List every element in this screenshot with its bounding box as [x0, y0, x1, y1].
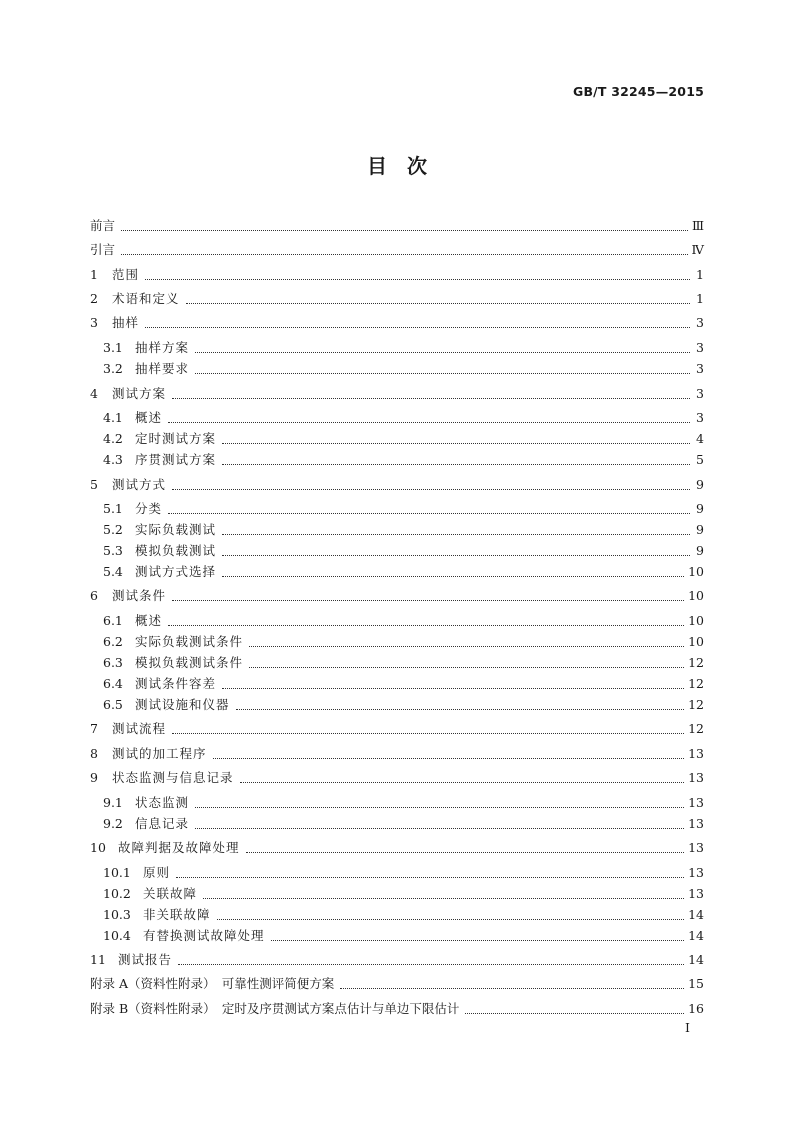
- toc-entry-label: 附录 A（资料性附录） 可靠性测评简便方案: [90, 976, 335, 991]
- dot-leader: [249, 642, 684, 647]
- dot-leader: [340, 984, 684, 989]
- toc-entry-label: 实际负载测试条件: [135, 634, 244, 649]
- toc-entry[interactable]: [90, 745, 704, 763]
- dot-leader: [222, 530, 690, 535]
- toc-entry-page: 13: [688, 816, 704, 831]
- toc-entry-page: 12: [688, 697, 704, 712]
- toc-entry-label: 测试方式: [112, 477, 167, 492]
- toc-entry-page: 16: [688, 1001, 704, 1016]
- toc-entry-label: 测试方案: [112, 386, 167, 401]
- toc-entry-number: 8: [90, 746, 98, 761]
- dot-leader: [222, 439, 690, 444]
- toc-entry[interactable]: [90, 385, 704, 403]
- dot-leader: [195, 824, 684, 829]
- toc-entry-page: 1: [696, 267, 704, 282]
- dot-leader: [168, 418, 690, 423]
- toc-entry[interactable]: [103, 542, 704, 560]
- dot-leader: [213, 754, 685, 759]
- toc-entry-page: 10: [688, 613, 704, 628]
- toc-entry-label: 抽样要求: [135, 361, 190, 376]
- toc-entry-page: 13: [688, 770, 704, 785]
- toc-entry-number: 6.1: [103, 613, 123, 628]
- toc-entry-page: 3: [696, 361, 704, 376]
- dot-leader: [176, 873, 684, 878]
- toc-entry-label: 测试方式选择: [135, 564, 217, 579]
- dot-leader: [217, 915, 685, 920]
- toc-entry-label: 抽样方案: [135, 340, 190, 355]
- toc-entry[interactable]: [103, 563, 704, 581]
- dot-leader: [172, 394, 690, 399]
- toc-entry[interactable]: [90, 290, 704, 308]
- toc-entry-number: 2: [90, 291, 98, 306]
- toc-entry-page: 3: [696, 410, 704, 425]
- toc-entry-label: 范围: [112, 267, 140, 282]
- toc-entry-number: 3: [90, 315, 98, 330]
- dot-leader: [186, 299, 690, 304]
- toc-entry-page: 9: [696, 522, 704, 537]
- toc-entry-label: 故障判据及故障处理: [118, 840, 240, 855]
- toc-entry[interactable]: [90, 720, 704, 738]
- dot-leader: [195, 369, 690, 374]
- toc-entry-page: 14: [688, 928, 704, 943]
- toc-entry-number: 10: [90, 840, 106, 855]
- dot-leader: [168, 509, 690, 514]
- toc-entry-label: 测试条件: [112, 588, 167, 603]
- toc-entry-label: 前言: [90, 218, 116, 233]
- toc-entry-label: 附录 B（资料性附录） 定时及序贯测试方案点估计与单边下限估计: [90, 1001, 460, 1016]
- toc-entry-page: 13: [688, 865, 704, 880]
- toc-entry[interactable]: [103, 521, 704, 539]
- toc-entry[interactable]: [103, 409, 704, 427]
- toc-entry-number: 3.2: [103, 361, 123, 376]
- page-title: 目 次: [367, 154, 427, 178]
- toc-entry-number: 5.1: [103, 501, 123, 516]
- toc-entry-number: 10.2: [103, 886, 131, 901]
- toc-entry[interactable]: [103, 696, 704, 714]
- toc-entry-label: 概述: [135, 613, 163, 628]
- dot-leader: [240, 778, 685, 783]
- toc-entry[interactable]: [103, 906, 704, 924]
- toc-entry-number: 5: [90, 477, 98, 492]
- toc-entry-page: 13: [688, 746, 704, 761]
- toc-entry-page: 10: [688, 588, 704, 603]
- toc-entry-label: 测试流程: [112, 721, 167, 736]
- dot-leader: [222, 684, 684, 689]
- dot-leader: [195, 348, 690, 353]
- toc-entry-page: 10: [688, 564, 704, 579]
- toc-entry-number: 6.3: [103, 655, 123, 670]
- toc-entry[interactable]: [103, 500, 704, 518]
- toc-entry-page: 3: [696, 340, 704, 355]
- toc-entry[interactable]: [103, 794, 704, 812]
- dot-leader: [172, 485, 690, 490]
- toc-entry-page: 13: [688, 840, 704, 855]
- toc-entry[interactable]: [90, 975, 704, 993]
- dot-leader: [145, 323, 690, 328]
- dot-leader: [465, 1009, 684, 1014]
- toc-entry[interactable]: [103, 612, 704, 630]
- toc-entry-label: 非关联故障: [143, 907, 211, 922]
- toc-entry[interactable]: [103, 927, 704, 945]
- toc-entry-page: Ⅳ: [691, 242, 704, 257]
- toc-entry-page: 13: [688, 886, 704, 901]
- toc-entry-number: 6.5: [103, 697, 123, 712]
- toc-entry-number: 6: [90, 588, 98, 603]
- toc-entry-number: 4.2: [103, 431, 123, 446]
- toc-entry[interactable]: [90, 217, 704, 235]
- toc-entry[interactable]: [90, 951, 704, 969]
- dot-leader: [172, 729, 684, 734]
- dot-leader: [236, 705, 685, 710]
- toc-entry[interactable]: [90, 839, 704, 857]
- toc-entry-label: 信息记录: [135, 816, 190, 831]
- toc-entry-label: 定时测试方案: [135, 431, 217, 446]
- toc-entry-page: 9: [696, 501, 704, 516]
- toc-entry-number: 11: [90, 952, 106, 967]
- dot-leader: [172, 596, 684, 601]
- toc-entry-label: 测试的加工程序: [112, 746, 207, 761]
- toc-entry[interactable]: [103, 864, 704, 882]
- toc-entry-label: 实际负载测试: [135, 522, 217, 537]
- toc-entry-label: 分类: [135, 501, 163, 516]
- toc-entry-label: 引言: [90, 242, 116, 257]
- toc-entry-number: 4.1: [103, 410, 123, 425]
- toc-entry[interactable]: [103, 885, 704, 903]
- toc-entry-number: 9.2: [103, 816, 123, 831]
- toc-entry-number: 4: [90, 386, 98, 401]
- toc-entry-page: 12: [688, 676, 704, 691]
- toc-entry[interactable]: [90, 241, 704, 259]
- toc-entry-number: 5.4: [103, 564, 123, 579]
- toc-entry-page: 15: [688, 976, 704, 991]
- toc-entry-page: 14: [688, 952, 704, 967]
- dot-leader: [195, 803, 684, 808]
- dot-leader: [178, 960, 684, 965]
- toc-entry[interactable]: [103, 654, 704, 672]
- toc-entry-label: 模拟负载测试条件: [135, 655, 244, 670]
- toc-entry-page: 12: [688, 655, 704, 670]
- toc-entry-label: 测试设施和仪器: [135, 697, 230, 712]
- toc-entry-number: 10.4: [103, 928, 131, 943]
- dot-leader: [246, 848, 685, 853]
- toc-entry-label: 模拟负载测试: [135, 543, 217, 558]
- toc-entry-label: 测试报告: [118, 952, 173, 967]
- toc-entry-page: 14: [688, 907, 704, 922]
- toc-entry-page: 9: [696, 543, 704, 558]
- toc-entry-label: 有替换测试故障处理: [143, 928, 265, 943]
- toc-entry-number: 10.3: [103, 907, 131, 922]
- toc-entry-number: 9.1: [103, 795, 123, 810]
- toc-entry-number: 3.1: [103, 340, 123, 355]
- toc-entry[interactable]: [90, 314, 704, 332]
- toc-entry-number: 5.3: [103, 543, 123, 558]
- toc-entry-label: 关联故障: [143, 886, 198, 901]
- dot-leader: [222, 551, 690, 556]
- dot-leader: [222, 460, 690, 465]
- toc-entry-page: 9: [696, 477, 704, 492]
- toc-entry-page: 5: [696, 452, 704, 467]
- dot-leader: [121, 250, 687, 255]
- toc-entry-page: Ⅲ: [691, 218, 704, 233]
- dot-leader: [168, 621, 684, 626]
- toc-entry-page: 13: [688, 795, 704, 810]
- toc-entry-number: 6.2: [103, 634, 123, 649]
- toc-entry-label: 术语和定义: [112, 291, 180, 306]
- dot-leader: [203, 894, 684, 899]
- dot-leader: [222, 572, 684, 577]
- toc-entry-page: 10: [688, 634, 704, 649]
- toc-entry[interactable]: [90, 476, 704, 494]
- toc-entry[interactable]: [103, 339, 704, 357]
- toc-entry-number: 10.1: [103, 865, 131, 880]
- toc-entry-page: 3: [696, 315, 704, 330]
- toc-entry-label: 序贯测试方案: [135, 452, 217, 467]
- toc-entry-number: 7: [90, 721, 98, 736]
- toc-entry[interactable]: [103, 430, 704, 448]
- toc-entry-number: 9: [90, 770, 98, 785]
- toc-entry-number: 6.4: [103, 676, 123, 691]
- dot-leader: [145, 275, 690, 280]
- toc-entry-page: 12: [688, 721, 704, 736]
- toc-entry-page: 1: [696, 291, 704, 306]
- dot-leader: [121, 226, 688, 231]
- toc-entry[interactable]: [103, 815, 704, 833]
- toc-entry[interactable]: [90, 769, 704, 787]
- toc-entry-label: 测试条件容差: [135, 676, 217, 691]
- toc-entry-label: 状态监测: [135, 795, 190, 810]
- toc-entry-label: 抽样: [112, 315, 140, 330]
- standard-code: GB/T 32245—2015: [572, 84, 704, 99]
- toc-entry[interactable]: [90, 587, 704, 605]
- toc-entry-number: 5.2: [103, 522, 123, 537]
- dot-leader: [249, 663, 684, 668]
- toc-entry[interactable]: [103, 633, 704, 651]
- dot-leader: [271, 936, 685, 941]
- toc-entry[interactable]: [103, 360, 704, 378]
- toc-entry-number: 4.3: [103, 452, 123, 467]
- toc-entry-page: 4: [696, 431, 704, 446]
- toc-entry-label: 状态监测与信息记录: [112, 770, 234, 785]
- toc-entry[interactable]: [90, 1000, 704, 1018]
- page-folio: I: [685, 1020, 690, 1035]
- toc-entry[interactable]: [90, 266, 704, 284]
- toc-entry-number: 1: [90, 267, 98, 282]
- toc-entry-page: 3: [696, 386, 704, 401]
- toc-entry-label: 概述: [135, 410, 163, 425]
- toc-entry-label: 原则: [143, 865, 171, 880]
- toc-entry[interactable]: [103, 451, 704, 469]
- toc-entry[interactable]: [103, 675, 704, 693]
